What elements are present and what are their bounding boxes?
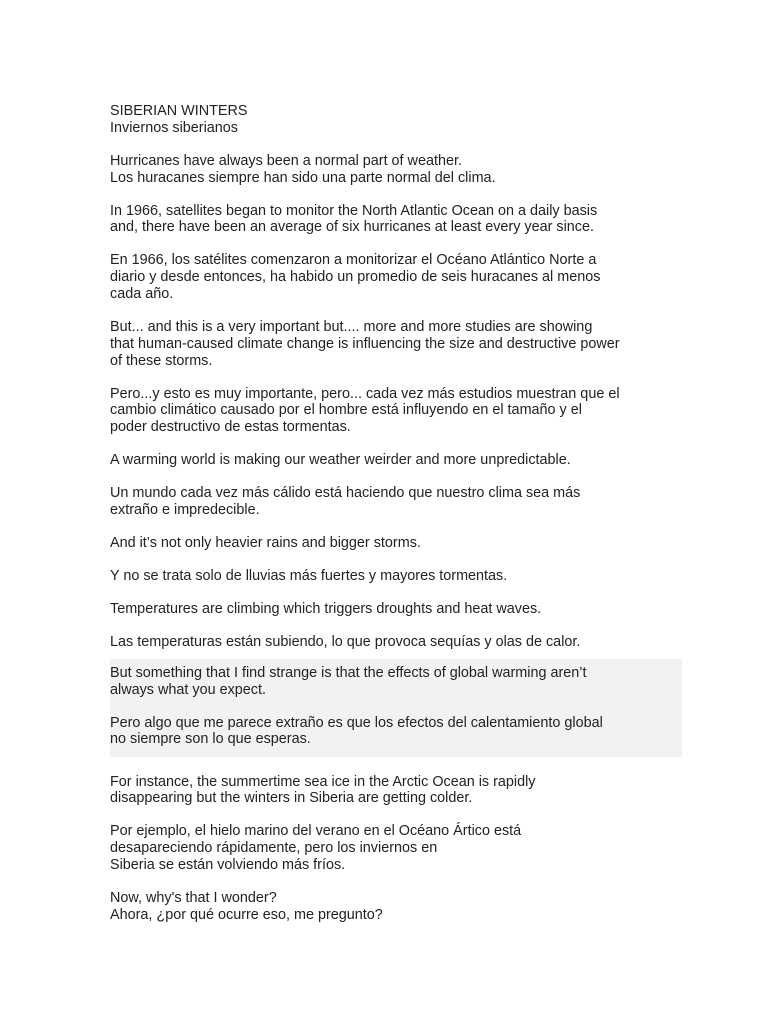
paragraph-pair-1 bbox=[110, 153, 670, 187]
document-body bbox=[110, 103, 670, 940]
paragraph-spanish: Los huracanes siempre han sido una parte normal del clima. bbox=[110, 169, 496, 186]
closing-question-block bbox=[110, 890, 670, 924]
paragraph-english-7: But something that I find strange is that the effects of global warming aren’t always what you expect. bbox=[110, 664, 587, 698]
paragraph-spanish-2: En 1966, los satélites comenzaron a monitorizar el Océano Atlántico Norte a diario y desde entonces, ha habido un promedio de seis huracanes al menos cada año. bbox=[110, 252, 601, 302]
title-english: SIBERIAN WINTERS bbox=[110, 103, 248, 119]
title-spanish: Inviernos siberianos bbox=[110, 119, 238, 136]
paragraph-english-6: Temperatures are climbing which triggers droughts and heat waves. bbox=[110, 600, 542, 617]
paragraph-english-2: In 1966, satellites began to monitor the North Atlantic Ocean on a daily basis and, there have been an average of six hurricanes at least every year since. bbox=[110, 202, 598, 236]
highlighted-section bbox=[110, 659, 682, 757]
paragraph-spanish-5: Y no se trata solo de lluvias más fuertes y mayores tormentas. bbox=[110, 567, 508, 584]
paragraph-spanish-3: Pero...y esto es muy importante, pero... cada vez más estudios muestran que el cambio climático causado por el hombre está influyendo en el tamaño y el poder destructivo de estas tormentas. bbox=[110, 385, 620, 436]
paragraph-spanish-4: Un mundo cada vez más cálido está haciendo que nuestro clima sea más extraño e impredecible. bbox=[110, 485, 581, 518]
paragraph-english-3: But... and this is a very important but.... more and more studies are showing that human-caused climate change is influencing the size and destructive power of these storms. bbox=[110, 318, 620, 369]
paragraph-spanish-6: Las temperaturas están subiendo, lo que provoca sequías y olas de calor. bbox=[110, 633, 581, 650]
question-english: Now, why's that I wonder? bbox=[110, 890, 277, 907]
paragraph-spanish-8: Por ejemplo, el hielo marino del verano en el Océano Ártico está desapareciendo rápidamente, pero los inviernos en Siberia se están volviendo más fríos. bbox=[110, 823, 522, 874]
paragraph-spanish-7: Pero algo que me parece extraño es que los efectos del calentamiento global no siempre son lo que esperas. bbox=[110, 714, 603, 748]
paragraph-english-5: And it’s not only heavier rains and bigger storms. bbox=[110, 534, 421, 551]
paragraph-english-8: For instance, the summertime sea ice in the Arctic Ocean is rapidly disappearing but the winters in Siberia are getting colder. bbox=[110, 773, 536, 807]
title-block bbox=[110, 103, 670, 137]
question-spanish: Ahora, ¿por qué ocurre eso, me pregunto? bbox=[110, 906, 383, 923]
paragraph-english: Hurricanes have always been a normal part of weather. bbox=[110, 152, 462, 169]
paragraph-english-4: A warming world is making our weather weirder and more unpredictable. bbox=[110, 452, 571, 469]
